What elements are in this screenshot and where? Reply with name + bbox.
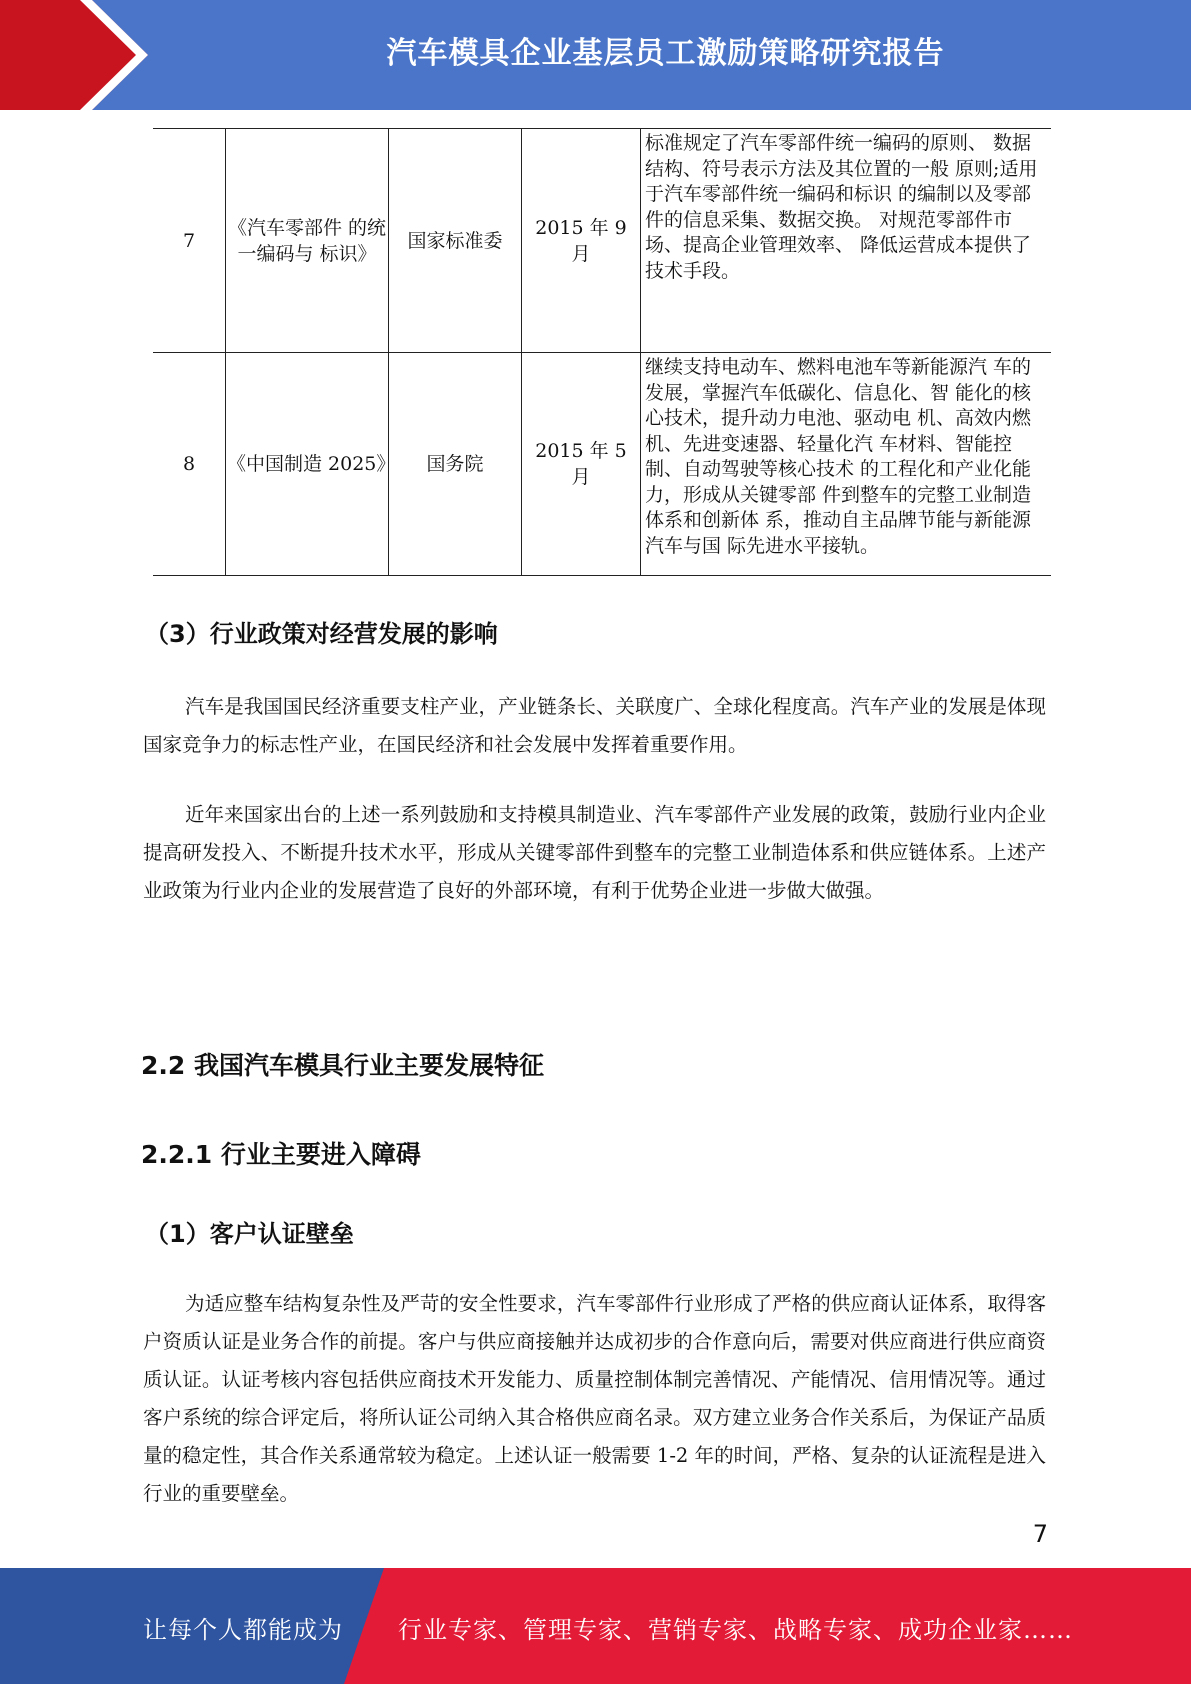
row-number: 7: [153, 129, 226, 353]
issue-date: 2015 年 9 月: [522, 129, 641, 353]
policy-content: 标准规定了汽车零部件统一编码的原则、 数据结构、符号表示方法及其位置的一般 原则;适用于汽车零部件统一编码和标识 的编制以及零部件的信息采集、数据交换。 对规范零部件市场、提高企业管理效率、 降低运营成本提供了技术手段。: [641, 129, 1052, 353]
footer-slogan-left: 让每个人都能成为: [143, 1616, 343, 1644]
header-arrow-decoration: [0, 0, 300, 110]
issuer: 国务院: [389, 353, 522, 576]
issuer: 国家标准委: [389, 129, 522, 353]
policy-name: 《中国制造 2025》: [226, 353, 389, 576]
table-row: [153, 353, 1051, 576]
paragraph: 为适应整车结构复杂性及严苛的安全性要求，汽车零部件行业形成了严格的供应商认证体系，取得客户资质认证是业务合作的前提。客户与供应商接触并达成初步的合作意向后，需要对供应商进行供应商资质认证。认证考核内容包括供应商技术开发能力、质量控制体制完善情况、产能情况、信用情况等。通过客户系统的综合评定后，将所认证公司纳入其合格供应商名录。双方建立业务合作关系后，为保证产品质量的稳定性，其合作关系通常较为稳定。上述认证一般需要 1-2 年的时间，严格、复杂的认证流程是进入行业的重要壁垒。: [143, 1292, 1046, 1505]
policy-content: 继续支持电动车、燃料电池车等新能源汽 车的发展，掌握汽车低碳化、信息化、智 能化的核心技术，提升动力电池、驱动电 机、高效内燃机、先进变速器、轻量化汽 车材料、智能控制、自动驾驶等核心技术 的工程化和产业化能力，形成从关键零部 件到整车的完整工业制造体系和创新体 系，推动自主品牌节能与新能源汽车与国 际先进水平接轨。: [641, 353, 1052, 576]
policy-name: 《汽车零部件 的统一编码与 标识》: [226, 129, 389, 353]
policy-table: [153, 128, 1051, 576]
page-number: 7: [1032, 1520, 1048, 1548]
section-heading-2-2: 2.2 我国汽车模具行业主要发展特征: [141, 1051, 544, 1080]
table-row: [153, 129, 1051, 353]
page-header: [0, 0, 1191, 110]
footer-slogan-right: 行业专家、管理专家、营销专家、战略专家、成功企业家……: [398, 1616, 1073, 1644]
page-footer: [0, 1568, 1191, 1684]
issue-date: 2015 年 5 月: [522, 353, 641, 576]
document-title: 汽车模具企业基层员工激励策略研究报告: [386, 36, 945, 71]
section-heading-policy-impact: （3）行业政策对经营发展的影响: [145, 620, 498, 648]
paragraph: 汽车是我国国民经济重要支柱产业，产业链条长、关联度广、全球化程度高。汽车产业的发展是体现国家竞争力的标志性产业，在国民经济和社会发展中发挥着重要作用。: [143, 695, 1046, 756]
section-heading-2-2-1: 2.2.1 行业主要进入障碍: [141, 1140, 421, 1169]
paragraph: 近年来国家出台的上述一系列鼓励和支持模具制造业、汽车零部件产业发展的政策，鼓励行业内企业提高研发投入、不断提升技术水平，形成从关键零部件到整车的完整工业制造体系和供应链体系。上述产业政策为行业内企业的发展营造了良好的外部环境，有利于优势企业进一步做大做强。: [143, 803, 1046, 902]
row-number: 8: [153, 353, 226, 576]
section-heading-customer-certification: （1）客户认证壁垒: [145, 1220, 354, 1248]
